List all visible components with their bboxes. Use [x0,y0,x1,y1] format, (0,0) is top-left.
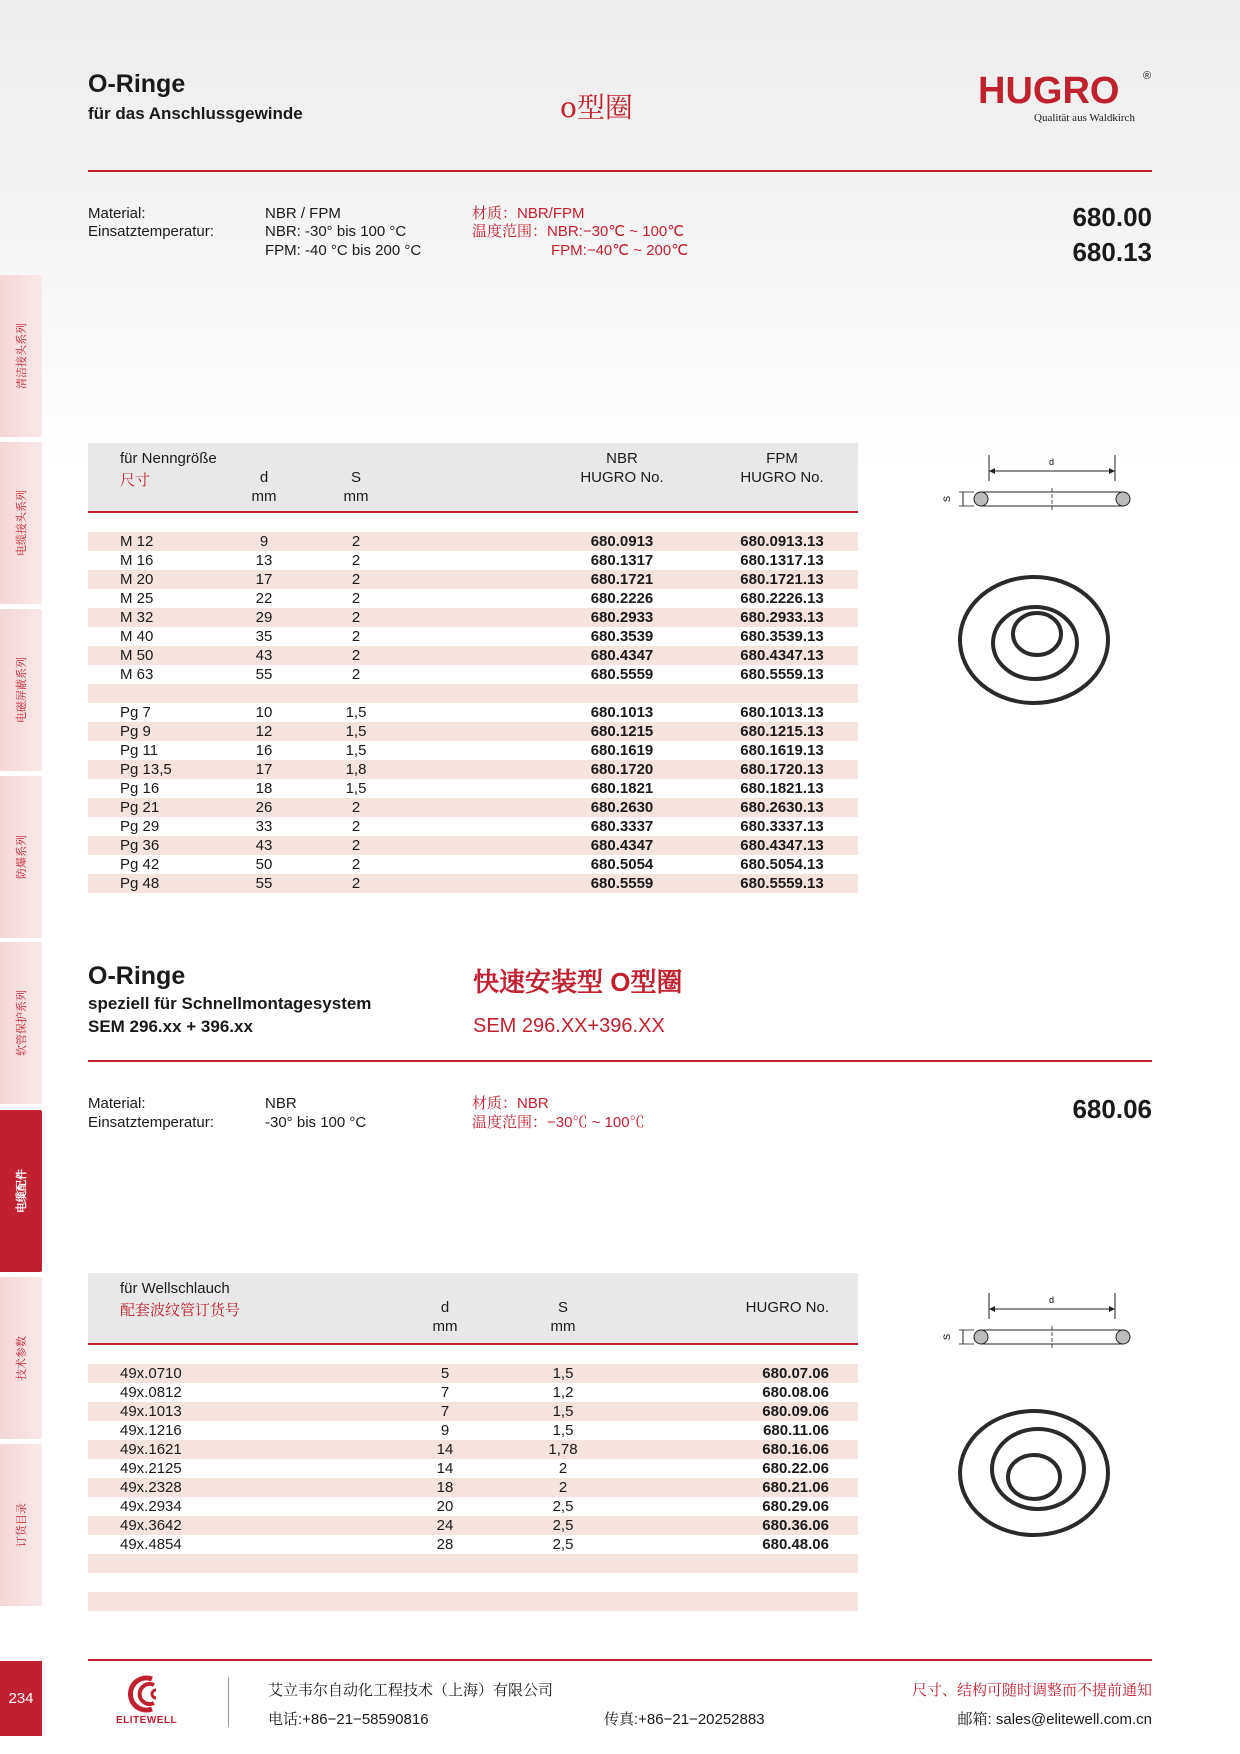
table-row [88,836,858,855]
cell-s: 1,8 [345,761,367,778]
temperature-label-2: Einsatztemperatur: [88,1114,214,1131]
cell-s: 1,5 [345,704,367,721]
brand-tagline: Qualität aus Waldkirch [1034,112,1135,124]
material-cn-2: 材质：NBR [472,1095,549,1112]
table-row [88,703,858,722]
table-body [88,532,858,893]
divider [88,170,1152,172]
temperature-value-2: -30° bis 100 °C [265,1114,367,1131]
sidebar-tab[interactable] [0,442,42,604]
cell-tube: 49x.1013 [120,1403,182,1420]
cell-d: 13 [255,552,273,569]
cell-tube: 49x.2328 [120,1479,182,1496]
table-spacer [88,513,858,532]
table-row [88,532,858,551]
cell-fpm: 680.1013.13 [740,704,824,721]
fax: 传真:+86−21−20252883 [604,1711,765,1728]
header-size-cn: 尺寸 [120,472,151,489]
cell-d: 14 [436,1441,454,1458]
cell-size: Pg 9 [120,723,151,740]
sidebar-tab-label: 软管保护系列 [16,990,28,1056]
cell-no: 680.36.06 [762,1517,829,1534]
elitewell-logo-text: ELITEWELL [116,1715,178,1726]
table-body-2 [88,1364,858,1611]
cell-d: 26 [255,799,273,816]
diagram-d-label: d [1049,457,1055,467]
material-value-2: NBR [265,1095,297,1112]
header-nbr-hugro: HUGRO No. [580,469,664,486]
sidebar-tab[interactable] [0,776,42,938]
cell-size: Pg 11 [120,742,159,759]
sidebar-tab[interactable] [0,942,42,1104]
cell-d: 35 [255,628,273,645]
cell-nbr: 680.4347 [590,647,654,664]
table-row [88,1364,858,1383]
table-row [88,817,858,836]
section2-title-cn: 快速安装型 O型圈 [473,967,683,997]
table-header-2 [88,1273,858,1345]
table-header [88,443,858,513]
brand-logo [978,70,1152,124]
cell-tube: 49x.3642 [120,1517,182,1534]
header-s: S [350,469,362,486]
cell-fpm: 680.2226.13 [740,590,824,607]
cell-fpm: 680.1821.13 [740,780,824,797]
size-table [88,443,858,893]
cell-s: 2 [351,856,361,873]
table-row [88,741,858,760]
tube-table [88,1273,858,1611]
header-fpm: FPM [766,450,798,467]
cell-size: M 12 [120,533,154,550]
o-ring-cross-section-diagram [935,455,1135,535]
cell-tube: 49x.2125 [120,1460,182,1477]
cell-s: 2 [351,647,361,664]
cell-d: 28 [436,1536,454,1553]
table-row [88,798,858,817]
temperature-nbr: NBR: -30° bis 100 °C [265,223,407,240]
cell-fpm: 680.5559.13 [740,875,824,892]
table-row [88,760,858,779]
cell-d: 18 [255,780,273,797]
cell-fpm: 680.3539.13 [740,628,824,645]
diagram-s-label-2: S [942,1333,952,1340]
company-name: 艾立韦尔自动化工程技术（上海）有限公司 [268,1682,554,1699]
cell-fpm: 680.4347.13 [740,647,824,664]
table-row [88,1497,858,1516]
table-row [88,627,858,646]
temperature-cn [472,223,684,241]
cell-size: M 20 [120,571,154,588]
table-row [88,646,858,665]
o-ring-cross-section-diagram-2 [935,1293,1135,1373]
table-row [88,570,858,589]
cell-size: M 63 [120,666,154,683]
table-row [88,1535,858,1554]
cell-nbr: 680.3337 [590,818,654,835]
cell-d: 5 [440,1365,450,1382]
cell-s: 2,5 [552,1498,574,1515]
cell-nbr: 680.3539 [590,628,654,645]
table-row [88,684,858,703]
cell-nbr: 680.2933 [590,609,654,626]
article-number-680-00: 680.00 [1072,202,1152,232]
cell-d: 50 [255,856,273,873]
page-number: 234 [0,1661,42,1736]
sidebar-tab-label: 电缆配件 [16,1169,28,1213]
cell-fpm: 680.5559.13 [740,666,824,683]
phone: 电话:+86−21−58590816 [268,1711,429,1728]
temperature-cn-2: 温度范围：−30℃ ~ 100℃ [472,1114,645,1131]
cell-size: M 25 [120,590,154,607]
cell-nbr: 680.1821 [590,780,654,797]
cell-s: 2 [351,552,361,569]
cell-s: 1,5 [552,1403,574,1420]
cell-nbr: 680.4347 [590,837,654,854]
cell-d: 20 [436,1498,454,1515]
cell-no: 680.48.06 [762,1536,829,1553]
cell-d: 33 [255,818,273,835]
table-row [88,1383,858,1402]
cell-fpm: 680.1619.13 [740,742,824,759]
elitewell-logo [116,1675,188,1735]
cell-s: 2 [351,837,361,854]
cell-tube: 49x.0710 [120,1365,182,1382]
cell-nbr: 680.1721 [590,571,654,588]
cell-s: 2,5 [552,1536,574,1553]
cell-fpm: 680.5054.13 [740,856,824,873]
cell-size: M 50 [120,647,154,664]
header-hugro-no: HUGRO No. [745,1299,829,1316]
cell-no: 680.21.06 [762,1479,829,1496]
cell-s: 1,2 [552,1384,574,1401]
cell-s: 2 [351,628,361,645]
table-row [88,1573,858,1592]
cell-d: 17 [255,571,273,588]
cell-s: 2 [558,1479,568,1496]
cell-fpm: 680.2630.13 [740,799,824,816]
cell-s: 1,5 [345,780,367,797]
cell-nbr: 680.1215 [590,723,654,740]
header-d-unit-2: mm [432,1318,458,1335]
header-fpm-hugro: HUGRO No. [740,469,824,486]
cell-nbr: 680.2630 [590,799,654,816]
sidebar-tab-label: 清洁接头系列 [16,323,28,389]
table-row [88,1421,858,1440]
section2-subtitle: speziell für Schnellmontagesystem [88,994,372,1013]
article-number-block [1072,200,1152,270]
email-link[interactable]: 邮箱: sales@elitewell.com.cn [957,1711,1152,1728]
cell-nbr: 680.1317 [590,552,654,569]
sidebar-tab[interactable] [0,1444,42,1606]
cell-size: Pg 13,5 [120,761,172,778]
header-tube-cn: 配套波纹管订货号 [120,1302,241,1319]
section2-subtitle-cn: SEM 296.XX+396.XX [473,1015,665,1037]
table-row [88,1516,858,1535]
footer-divider [88,1659,1152,1661]
article-number-680-06: 680.06 [1072,1094,1152,1124]
cell-nbr: 680.1013 [590,704,654,721]
cell-d: 9 [259,533,269,550]
table-row [88,1478,858,1497]
table-row [88,1554,858,1573]
elitewell-logo-mark [128,1675,176,1713]
cell-size: Pg 16 [120,780,160,797]
footer-separator [228,1677,229,1727]
cell-no: 680.16.06 [762,1441,829,1458]
cell-s: 2 [351,799,361,816]
cell-no: 680.07.06 [762,1365,829,1382]
cell-d: 22 [255,590,273,607]
cell-tube: 49x.2934 [120,1498,182,1515]
section2-subtitle-sem: SEM 296.xx + 396.xx [88,1017,253,1036]
divider [88,1060,1152,1062]
cell-fpm: 680.4347.13 [740,837,824,854]
header-d: d [259,469,269,486]
cell-nbr: 680.5054 [590,856,654,873]
cell-nbr: 680.0913 [590,533,654,550]
cell-size: M 16 [120,552,154,569]
cell-tube: 49x.0812 [120,1384,182,1401]
cell-d: 14 [436,1460,454,1477]
cell-size: Pg 36 [120,837,160,854]
cell-tube: 49x.1621 [120,1441,182,1458]
cell-nbr: 680.2226 [590,590,654,607]
cell-size: Pg 42 [120,856,160,873]
cell-s: 2 [558,1460,568,1477]
temperature-fpm: FPM: -40 °C bis 200 °C [265,242,422,259]
cell-s: 2 [351,818,361,835]
cell-s: 1,5 [552,1422,574,1439]
table-row [88,608,858,627]
cell-no: 680.08.06 [762,1384,829,1401]
temperature-cn-fpm: FPM:−40℃ ~ 200℃ [551,242,689,259]
cell-size: Pg 21 [120,799,160,816]
cell-nbr: 680.1720 [590,761,654,778]
sidebar-tab-label: 电磁屏蔽系列 [16,657,28,723]
material-label: Material: [88,205,146,222]
table-row [88,1402,858,1421]
cell-s: 2 [351,590,361,607]
cell-d: 10 [255,704,273,721]
cell-s: 1,5 [345,723,367,740]
o-rings-photo [955,570,1115,710]
sidebar-tab-label: 电缆接头系列 [16,490,28,556]
cell-fpm: 680.0913.13 [740,533,824,550]
temperature-label: Einsatztemperatur: [88,223,214,240]
cell-size: Pg 29 [120,818,160,835]
cell-fpm: 680.1721.13 [740,571,824,588]
cell-size: Pg 48 [120,875,160,892]
cell-s: 2 [351,875,361,892]
cell-d: 43 [255,647,273,664]
cell-fpm: 680.1317.13 [740,552,824,569]
cell-fpm: 680.1215.13 [740,723,824,740]
sidebar-tab-label: 技术参数 [16,1336,28,1380]
change-notice: 尺寸、结构可随时调整而不提前通知 [911,1682,1152,1699]
page-title-cn: o型圈 [560,91,633,124]
header-s-2: S [557,1299,569,1316]
cell-s: 2,5 [552,1517,574,1534]
cell-d: 16 [255,742,273,759]
table-row [88,1459,858,1478]
diagram-d-label-2: d [1049,1295,1055,1305]
material-value: NBR / FPM [265,205,341,222]
section2-title: O-Ringe [88,962,186,990]
sidebar-tab[interactable] [0,609,42,771]
cell-nbr: 680.5559 [590,875,654,892]
cell-no: 680.29.06 [762,1498,829,1515]
cell-no: 680.22.06 [762,1460,829,1477]
cell-d: 55 [255,875,273,892]
cell-d: 12 [255,723,273,740]
temperature-cn-nbr: NBR:−30℃ ~ 100℃ [547,223,685,240]
article-number-680-13: 680.13 [1072,237,1152,267]
cell-s: 1,78 [548,1441,578,1458]
cell-d: 7 [440,1384,450,1401]
page-title: O-Ringe [88,70,186,98]
table-row [88,1592,858,1611]
cell-d: 43 [255,837,273,854]
cell-fpm: 680.3337.13 [740,818,824,835]
cell-s: 1,5 [552,1365,574,1382]
cell-d: 55 [255,666,273,683]
diagram-s-label: S [942,495,952,502]
header-s-unit-2: mm [550,1318,576,1335]
cell-s: 2 [351,533,361,550]
o-rings-photo-2 [955,1405,1115,1545]
cell-d: 17 [255,761,273,778]
cell-d: 7 [440,1403,450,1420]
cell-fpm: 680.2933.13 [740,609,824,626]
cell-size: M 40 [120,628,154,645]
cell-size: M 32 [120,609,154,626]
table-row [88,589,858,608]
table-row [88,779,858,798]
header-d-2: d [440,1299,450,1316]
cell-tube: 49x.1216 [120,1422,182,1439]
cell-d: 9 [440,1422,450,1439]
table-row [88,665,858,684]
cell-fpm: 680.1720.13 [740,761,824,778]
cell-size: Pg 7 [120,704,151,721]
cell-no: 680.09.06 [762,1403,829,1420]
temperature-cn-label: 温度范围： [472,223,548,240]
sidebar-tab[interactable] [0,275,42,437]
table-row [88,1440,858,1459]
cell-d: 18 [436,1479,454,1496]
material-label-2: Material: [88,1095,146,1112]
cell-nbr: 680.5559 [590,666,654,683]
sidebar-tab-label: 订货目录 [16,1503,28,1547]
table-row [88,722,858,741]
cell-s: 2 [351,609,361,626]
table-row [88,874,858,893]
header-size-de: für Nenngröße [120,450,217,467]
sidebar-tab-label: 防爆系列 [16,835,28,879]
header-s-unit: mm [343,488,369,505]
table-spacer [88,1345,858,1364]
cell-s: 1,5 [345,742,367,759]
brand-registered: ® [1143,70,1152,82]
cell-nbr: 680.1619 [590,742,654,759]
sidebar-tab[interactable] [0,1110,42,1272]
cell-s: 2 [351,571,361,588]
cell-d: 24 [436,1517,454,1534]
page-subtitle: für das Anschlussgewinde [88,104,303,123]
header-d-unit: mm [251,488,277,505]
sidebar-tab[interactable] [0,1277,42,1439]
brand-name: HUGRO [978,70,1120,112]
header-tube-de: für Wellschlauch [120,1280,230,1297]
cell-d: 29 [255,609,273,626]
header-nbr: NBR [606,450,638,467]
cell-tube: 49x.4854 [120,1536,182,1553]
cell-no: 680.11.06 [763,1422,829,1439]
table-row [88,855,858,874]
table-row [88,551,858,570]
cell-s: 2 [351,666,361,683]
material-cn: 材质：NBR/FPM [472,205,585,222]
